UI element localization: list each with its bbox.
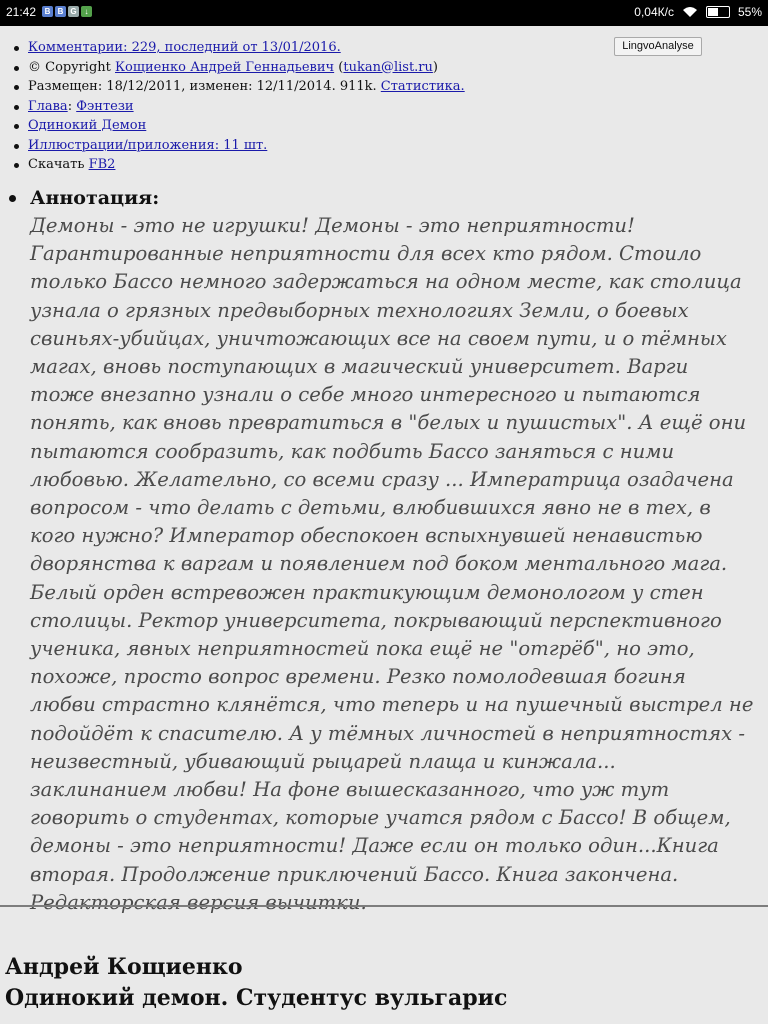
clock: 21:42 [6,5,37,19]
fb2-link[interactable]: FB2 [88,157,116,172]
genre-link[interactable]: Фэнтези [76,98,134,114]
battery-percent: 55% [737,5,762,19]
annotation-text: Демоны - это не игрушки! Демоны - это неприятности! Гарантированные неприятности для всех кто рядом. Стоило только Бассо немного задержаться на одном месте, как столица узнала о грязных предвыборных технологиях Земли, о боевых свиньях-убийцах, уничтожающих все на своем пути, и о тёмных магах, вновь поступающих в магический университет. Варги тоже внезапно узнали о себе много интересного и пытаются понять, как вновь превратиться в "белых и пушистых". А ещё они пытаются сообразить, как подбить Бассо заняться с ними любовью. Желательно, со всеми сразу ... Императрица озадачена вопросом - что делать с детьми, влюбившихся явно не в тех, в кого нужно? Император обеспокоен вспыхнувшей ненавистью дворянства к варгам и появлением под боком ментального мага. Белый орден встревожен практикующим демонологом у стен столицы. Ректор университета, покрывающий перспективного ученика, явных неприятностей пока ещё не "отгрёб", но это, похоже, просто вопрос времени. Резко помолодевшая богиня любви страстно клянётся, что теперь и на пушечный выстрел не подойдёт к спасителю. А у тёмных личностей в неприятностях - неизвестный, убивающий рыцарей плаща и кинжала... заклинанием любви! На фоне вышесказанного, что уж тут говорить о студентах, которые учатся рядом с Бассо! В общем, демоны - это неприятности! Даже если он только один...Книга вторая. Продолжение приключений Бассо. Книга закончена. Редакторская версия вычитки. [30,214,754,914]
meta-comments [28,38,465,58]
annotation-heading: Аннотация: [30,187,160,209]
comments-link[interactable]: Комментарии: 229, последний от 13/01/2016. [28,40,341,55]
email-paren-open: ( [334,59,344,75]
app-notification-icon: G [68,6,79,17]
book-title: Одинокий демон. Студентус вульгарис [5,985,508,1011]
divider [0,905,768,907]
status-bar [0,0,768,26]
author-name: Андрей Кощиенко [5,954,243,980]
annotation-block [30,184,756,917]
placed-text: Размещен: 18/12/2011, изменен: 12/11/2014. 911k. [28,79,381,94]
wifi-icon [682,6,698,18]
book-header [5,952,507,1014]
meta-download [28,155,465,175]
vk-notification-icon: В [42,6,53,17]
author-link[interactable]: Кощиенко Андрей Геннадьевич [115,59,335,75]
meta-series [28,116,465,136]
illustrations-link[interactable]: Иллюстрации/приложения: 11 шт. [28,137,268,153]
stats-link[interactable]: Статистика. [380,79,465,94]
meta-copyright [28,58,465,78]
notification-icons [42,6,92,17]
meta-placed [28,77,465,97]
bullet-icon [9,195,16,202]
book-meta-list [10,38,465,175]
meta-illustrations [28,136,465,156]
lingvo-analyse-button[interactable]: LingvoAnalyse [614,37,702,56]
copyright-text: © Copyright [28,59,115,75]
chapter-link[interactable]: Глава [28,98,68,114]
meta-chapter [28,97,465,117]
email-paren-close: ) [432,59,438,75]
vk-notification-icon: В [55,6,66,17]
battery-icon [706,6,730,18]
chapter-separator: : [67,98,77,114]
series-link[interactable]: Одинокий Демон [28,118,147,133]
download-text: Скачать [28,157,89,172]
network-speed: 0,04К/с [634,5,674,19]
download-notification-icon: ↓ [81,6,92,17]
email-link[interactable]: tukan@list.ru [343,59,433,75]
